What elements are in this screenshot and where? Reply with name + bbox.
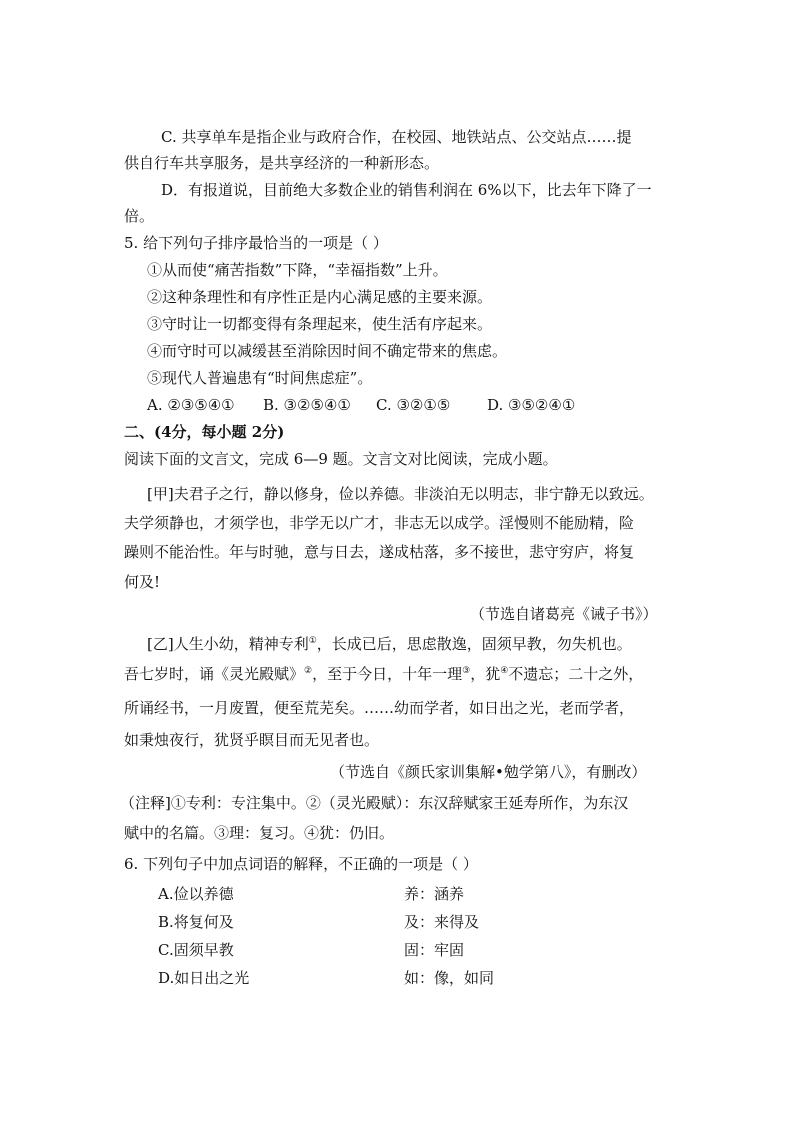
passage-yi-source: （节选自《颜氏家训集解•勉学第八》，有删改） [330,763,647,781]
passage-yi-line1-a: [乙]人生小幼，精神专利 [147,635,309,653]
note-marker-4: ④ [500,666,509,676]
passage-yi-line1 [147,634,632,654]
q4-option-c-line2: 供自行车共享服务，是共享经济的一种新形态。 [124,154,440,172]
passage-jia-source: （节选自诸葛亮《诫子书》） [470,605,658,623]
q5-option-d: D. ③⑤②④① [487,396,576,414]
q6-stem: 6. 下列句子中加点词语的解释，不正确的一项是（ ） [124,855,478,873]
passage-jia-line4: 何及! [124,573,161,591]
q5-sentence-3: ③守时让一切都变得有条理起来，使生活有序起来。 [147,315,493,333]
q6-row-c-right: 固：牢固 [404,941,465,959]
q5-sentence-1: ①从而使“痛苦指数”下降，“幸福指数”上升。 [147,261,448,279]
q5-sentence-4: ④而守时可以减缓甚至消除因时间不确定带来的焦虑。 [147,342,508,360]
q6-row-b-left: B.将复何及 [158,913,234,931]
q5-option-b: B. ③②⑤④① [263,396,351,414]
q4-option-c-line1: C. 共享单车是指企业与政府合作，在校园、地铁站点、公交站点……提 [161,128,632,146]
q6-row-d-left: D.如日出之光 [158,969,250,987]
passage-jia-line3: 躁则不能治性。年与时驰，意与日去，遂成枯落，多不接世，悲守穷庐，将复 [124,543,635,561]
passage-yi-line2-c: ，犹 [470,665,501,683]
q6-row-d-right: 如：像，如同 [404,969,495,987]
q5-option-a: A. ②③⑤④① [147,396,235,414]
q6-row-b-right: 及：来得及 [404,913,480,931]
notes-line2: 赋中的名篇。③理：复习。④犹：仍旧。 [124,824,395,842]
q5-sentence-5: ⑤现代人普遍患有“时间焦虑症”。 [147,369,373,387]
passage-yi-line1-b: ，长成已后，思虑散逸，固须早教，勿失机也。 [316,635,632,653]
note-marker-1: ① [308,636,317,646]
section2-intro: 阅读下面的文言文，完成 6—9 题。文言文对比阅读，完成小题。 [124,450,558,468]
passage-yi-line2-d: 不遗忘；二十之外， [508,665,644,683]
note-marker-3: ③ [462,666,471,676]
section2-heading: 二、(4分，每小题 2分) [124,423,285,441]
note-marker-2: ② [304,666,313,676]
notes-line1: （注释]①专利：专注集中。②（灵光殿赋）：东汉辞赋家王延寿所作，为东汉 [120,794,629,812]
passage-yi-line2 [124,664,643,684]
q6-row-a-right: 养：涵养 [404,885,465,903]
q5-stem: 5. 给下列句子排序最恰当的一项是（ ） [124,234,388,252]
passage-yi-line2-b: ，至于今日，十年一理 [312,665,463,683]
passage-yi-line2-a: 吾七岁时，诵《灵光殿赋》 [124,665,305,683]
q5-sentence-2: ②这种条理性和有序性正是内心满足感的主要来源。 [147,288,493,306]
passage-yi-line4: 如秉烛夜行，犹贤乎瞑目而无见者也。 [124,731,380,749]
passage-jia-line2: 夫学须静也，才须学也，非学无以广才，非志无以成学。淫慢则不能励精，险 [124,514,635,532]
q6-row-c-left: C.固须早教 [158,941,234,959]
q4-option-d-line1: D．有报道说，目前绝大多数企业的销售利润在 6%以下，比去年下降了一 [161,181,652,199]
q4-option-d-line2: 倍。 [124,207,155,225]
passage-jia-line1: [甲]夫君子之行，静以修身，俭以养德。非淡泊无以明志，非宁静无以致远。 [147,485,654,503]
q5-option-c: C. ③②①⑤ [376,396,451,414]
q6-row-a-left: A.俭以养德 [158,885,234,903]
passage-yi-line3: 所诵经书，一月废置，便至荒芜矣。……幼而学者，如日出之光，老而学者， [124,699,635,717]
